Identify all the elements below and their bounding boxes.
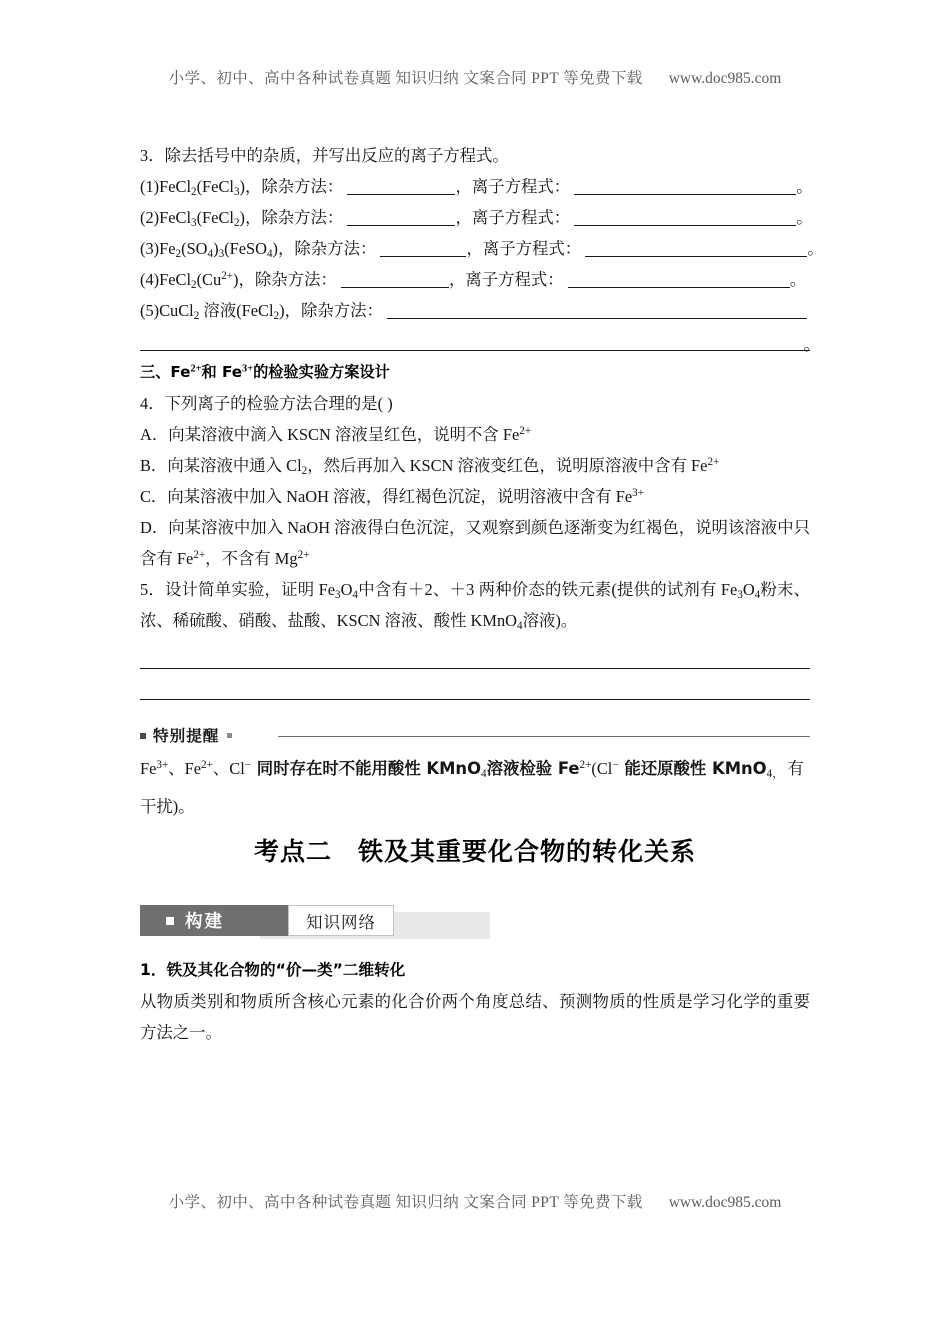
item-label-method: ，除杂方法： xyxy=(278,239,377,258)
tip-sup-3: − xyxy=(244,759,252,772)
item-label-equation: ，离子方程式： xyxy=(455,177,571,196)
option-text-a: 向某溶液中加入 NaOH 溶液得白色沉淀，又观察到颜色逐渐变为红褐色，说明该溶液中只含有 Fe xyxy=(140,518,810,568)
item-formula-main: FeCl xyxy=(159,177,192,196)
item-impurity-open: (FeCl xyxy=(196,177,234,196)
section-heading-sup-2: 3+ xyxy=(242,363,254,375)
item-index: (3) xyxy=(140,239,160,258)
item-label-equation: ，离子方程式： xyxy=(455,208,571,227)
section-heading-mid: 和 Fe xyxy=(201,363,243,381)
item-impurity-close: ) xyxy=(239,177,245,196)
item-label-equation: ，离子方程式： xyxy=(466,239,582,258)
item-label-method: ，除杂方法： xyxy=(244,177,344,196)
option-label: A． xyxy=(140,425,169,444)
item-index: (1) xyxy=(140,177,160,196)
option-sub: 2 xyxy=(301,465,308,478)
section-heading-3 xyxy=(140,357,810,388)
answer-blank-method-3[interactable] xyxy=(380,241,466,257)
topic-1-heading: 1．铁及其化合物的“价—类”二维转化 xyxy=(140,961,406,979)
q5-part-3: 中含有＋2、＋3 两种价态的铁元素(提供的试剂有 Fe xyxy=(358,580,738,599)
square-bullet-icon xyxy=(140,733,146,739)
tip-sup-4: 2+ xyxy=(579,759,592,772)
item-formula-sub: 2 xyxy=(191,186,197,199)
option-sup-a: 2+ xyxy=(193,549,206,562)
answer-blank-method-1[interactable] xyxy=(347,179,455,195)
answer-line-q5-1[interactable] xyxy=(140,644,810,675)
item-impurity-sub: 2 xyxy=(233,217,240,230)
item-terminator: 。 xyxy=(796,208,813,227)
answer-blank-equation-1[interactable] xyxy=(574,179,796,195)
item-label-equation: ，离子方程式： xyxy=(448,270,564,289)
question-3-block xyxy=(140,140,824,826)
item-index: (2) xyxy=(140,208,160,227)
q5-part-1: 5．设计简单实验，证明 Fe xyxy=(140,580,335,599)
item-index: (5) xyxy=(140,301,160,320)
question-3-item-5 xyxy=(140,295,810,326)
question-4-option-a[interactable] xyxy=(140,419,810,450)
item-formula-sub: 3 xyxy=(191,217,197,230)
answer-rule xyxy=(140,668,810,669)
tip-text-b: 、Fe xyxy=(168,759,202,778)
answer-blank-method-5[interactable] xyxy=(387,303,807,319)
topic-1-block xyxy=(140,955,810,1048)
q5-sub-3: 3 xyxy=(737,589,743,602)
tip-body xyxy=(140,750,810,826)
option-label: B． xyxy=(140,456,168,475)
q5-sub-1: 3 xyxy=(335,589,341,602)
answer-rule xyxy=(140,699,810,700)
banner-dark-segment xyxy=(140,905,290,936)
footer-watermark xyxy=(0,1190,950,1212)
header-watermark xyxy=(0,66,950,88)
tip-sup-2: 2+ xyxy=(201,759,213,772)
item-terminator: 。 xyxy=(789,270,807,289)
item-label-method: ，除杂方法： xyxy=(238,270,337,289)
tip-text-h: 有干扰)。 xyxy=(140,759,804,816)
section-heading-sup-1: 2+ xyxy=(190,363,202,375)
option-sup: 3+ xyxy=(632,487,645,500)
item-terminator: 。 xyxy=(803,335,820,354)
q5-part-6: 溶液)。 xyxy=(522,611,578,630)
tip-header xyxy=(140,724,810,750)
item-impurity-close: ) xyxy=(239,208,245,227)
q5-part-4: O xyxy=(742,580,755,599)
question-4-option-b[interactable] xyxy=(140,450,810,481)
question-3-stem: 3．除去括号中的杂质，并写出反应的离子方程式。 xyxy=(140,146,509,165)
tip-title: 特别提醒 xyxy=(153,727,220,745)
tip-text-g: 能还原酸性 KMnO xyxy=(618,759,767,778)
option-text: 向某溶液中加入 NaOH 溶液，得红褐色沉淀，说明溶液中含有 Fe xyxy=(167,487,633,506)
square-bullet-icon xyxy=(166,917,174,925)
answer-rule xyxy=(140,350,810,351)
option-text-a: 向某溶液中通入 Cl xyxy=(167,456,302,475)
q5-sub-4: 4 xyxy=(754,589,761,602)
q5-part-5: 粉末、浓、稀硫酸、硝酸、盐酸、KSCN 溶液、酸性 KMnO xyxy=(140,580,811,630)
item-formula: $FeCl_2(Cu^{2+})$ xyxy=(159,270,239,292)
q5-sub-5: 4 xyxy=(517,620,523,633)
question-4-option-c[interactable] xyxy=(140,481,810,512)
answer-blank-method-4[interactable] xyxy=(341,272,449,288)
tip-text-a: Fe xyxy=(140,759,157,778)
section-heading-prefix: 三、Fe xyxy=(140,363,191,381)
square-bullet-small-icon xyxy=(227,733,232,738)
item-formula: $Fe_2(SO_4)_3(FeSO_4)$ xyxy=(159,239,279,261)
question-5-stem xyxy=(140,574,810,636)
option-sup: 2+ xyxy=(707,456,720,469)
question-3-item-2 xyxy=(140,202,813,233)
q5-sub-2: 4 xyxy=(352,589,358,602)
question-3-item-4 xyxy=(140,264,810,295)
question-4-stem: 4．下列离子的检验方法合理的是( ) xyxy=(140,394,393,413)
item-label-method: ，除杂方法： xyxy=(284,301,383,320)
chapter-heading xyxy=(0,832,950,868)
tip-divider xyxy=(278,736,810,737)
tip-sup-1: 3+ xyxy=(156,759,169,772)
spacer xyxy=(140,706,810,724)
tip-text-f: (Cl xyxy=(591,759,613,778)
item-formula: CuCl$_2$ 溶液(FeCl$_2$) xyxy=(159,301,285,323)
answer-blank-equation-4[interactable] xyxy=(568,272,790,288)
header-watermark-url: www.doc985.com xyxy=(668,70,782,87)
item-impurity-sub: 3 xyxy=(233,186,240,199)
tip-text-c: 、Cl xyxy=(212,759,245,778)
option-label: C． xyxy=(140,487,168,506)
q5-part-2: O xyxy=(340,580,353,599)
chapter-title-text: 铁及其重要化合物的转化关系 xyxy=(358,837,697,866)
chapter-kaodian: 考点二 xyxy=(253,837,332,866)
question-4-option-d[interactable] xyxy=(140,512,810,574)
banner-white-label: 知识网络 xyxy=(306,912,376,932)
footer-watermark-url: www.doc985.com xyxy=(668,1194,782,1211)
tip-sup-5: − xyxy=(612,759,619,772)
option-text: 向某溶液中滴入 KSCN 溶液呈红色，说明不含 Fe xyxy=(168,425,520,444)
item-index: (4) xyxy=(140,270,160,289)
footer-watermark-text: 小学、初中、高中各种试卷真题 知识归纳 文案合同 PPT 等免费下载 xyxy=(168,1194,643,1211)
answer-blank-equation-3[interactable] xyxy=(585,241,807,257)
option-label: D． xyxy=(140,518,169,537)
item-label-method: ，除杂方法： xyxy=(244,208,344,227)
topic-1-body: 从物质类别和物质所含核心元素的化合价两个角度总结、预测物质的性质是学习化学的重要方法之一。 xyxy=(140,992,810,1042)
answer-blank-equation-2[interactable] xyxy=(574,210,796,226)
section-heading-suffix: 的检验实验方案设计 xyxy=(253,363,390,381)
option-sup: 2+ xyxy=(519,425,532,438)
answer-line-q5-2[interactable] xyxy=(140,675,810,706)
tip-sub-1: 4 xyxy=(481,768,487,781)
question-3-item-1 xyxy=(140,171,813,202)
banner-white-tab[interactable] xyxy=(288,905,394,936)
section-banner xyxy=(140,905,490,939)
spacer xyxy=(140,636,810,644)
tip-text-e: 溶液检验 Fe xyxy=(486,759,580,778)
tip-text-d: 同时存在时不能用酸性 KMnO xyxy=(251,759,482,778)
question-3-item-3 xyxy=(140,233,824,264)
item-terminator: 。 xyxy=(807,239,824,258)
answer-line-q3-5[interactable] xyxy=(140,326,820,357)
banner-dark-label: 构建 xyxy=(185,912,224,932)
item-impurity-open: (FeCl xyxy=(196,208,234,227)
tip-sub-2: 4， xyxy=(766,768,784,781)
header-watermark-text: 小学、初中、高中各种试卷真题 知识归纳 文案合同 PPT 等免费下载 xyxy=(168,70,643,87)
option-text-b: ，不含有 Mg xyxy=(205,549,298,568)
item-formula-main: FeCl xyxy=(159,208,192,227)
item-terminator: 。 xyxy=(796,177,813,196)
option-text-b: ，然后再加入 KSCN 溶液变红色，说明原溶液中含有 Fe xyxy=(307,456,708,475)
option-sup-b: 2+ xyxy=(297,549,310,562)
answer-blank-method-2[interactable] xyxy=(347,210,455,226)
